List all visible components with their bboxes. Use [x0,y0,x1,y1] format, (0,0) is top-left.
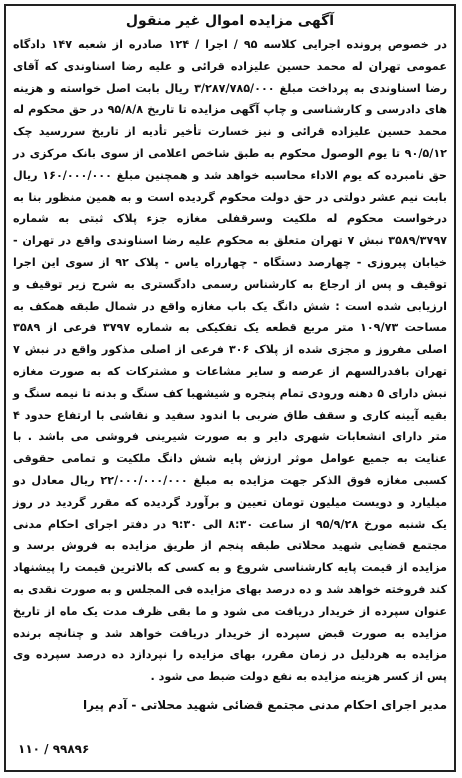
notice-title: آگهی مزایده اموال غیر منقول [125,13,335,29]
notice-reference-number: ۱۱۰ / ۹۹۸۹۶ [18,742,90,756]
notice-frame [4,4,456,772]
notice-body: در خصوص پرونده اجرایی کلاسه ۹۵ / اجرا / ۱۲۴ صادره از شعبه ۱۴۷ دادگاه عمومی تهران له محمد حسین علیزاده قرائی و علیه رضا اسناوندی که آقای رضا اسناوندی به پرداخت مبلغ ۳/۲۸۷/۷۸۵/۰۰۰ ریال بابت اصل خواسته و هزینه های دادرسی و کارشناسی و چاپ آگهی مزایده تا تاریخ ۹۵/۸/۸ در حق محکوم له محمد حسین علیزاده قرائی و نیز خسارت تأخیر تأدیه از تاریخ سررسید چک ۹۰/۵/۱۲ تا یوم الوصول محکوم به طبق شاخص اعلامی از سوی بانک مرکزی در حق نامبرده که یوم الاداء محاسبه خواهد شد و همچنین مبلغ ۱۶۰/۰۰۰/۰۰۰ ریال بابت نیم عشر دولتی در حق دولت محکوم گردیده است و به همین منظور بنا به درخواست محکوم له ملکیت وسرقفلی مغازه جزء پلاک ثبتی به شماره ۳۵۸۹/۳۷۹۷ نبش ۷ تهران متعلق به محکوم علیه رضا اسناوندی واقع در تهران - خیابان پیروزی - چهارصد دستگاه - چهارراه یاس - پلاک ۹۲ از سوی این اجرا توقیف و پس از ارجاع به کارشناس رسمی دادگستری به شرح زیر توقیف و ارزیابی شده است : شش دانگ یک باب مغازه واقع در شمال طبقه همکف به مساحت ۱۰۹/۷۳ متر مربع قطعه یک تفکیکی به شماره ۳۷۹۷ فرعی از ۳۵۸۹ اصلی مفروز و مجزی شده از پلاک ۳۰۶ فرعی از اصلی مذکور واقع در نبش ۷ تهران بافدرالسهم از عرصه و سایر مشاعات و مشترکات که به صورت مغازه نبش دارای ۵ دهنه ورودی تمام پنجره و شیشهبا کف سنگ و بدنه تا نیمه سنگ و بقیه آیینه کاری و سقف طاق ضربی با اندود سفید و نقاشی با ارتفاع حدود ۴ متر دارای انشعابات شهری دایر و به صورت شیرینی فروشی می باشد . با عنایت به جمیع عوامل موثر ارزش پایه شش دانگ ملکیت و تمامی حقوقی کسبی مغازه فوق الذکر جهت مزایده به مبلغ ۲۲/۰۰۰/۰۰۰/۰۰۰ ریال معادل دو میلیارد و دویست میلیون تومان تعیین و برآورد گردیده که مقرر گردید در روز یک شنبه مورخ ۹۵/۹/۲۸ از ساعت ۸:۳۰ الی ۹:۳۰ در دفتر اجرای احکام مدنی مجتمع قضایی شهید محلاتی طبقه پنجم از طریق مزایده به فروش برسد و مزایده از قیمت پایه کارشناسی شروع و به کسی که بالاترین قیمت را پیشنهاد کند فروخته خواهد شد و ده درصد بهای مزایده فی المجلس و به صورت نقدی به عنوان سپرده از خریدار دریافت می شود و ما بقی ظرف مدت یک ماه از تاریخ مزایده به صورت قبض سپرده از خریدار دریافت خواهد شد و چنانچه برنده مزایده به هردلیل در زمان مقرر، بهای مزایده را نپردازد ده درصد سپرده وی پس از کسر هزینه مزایده به نفع دولت ضبط می شود . [13,38,448,684]
notice-signature: مدیر اجرای احکام مدنی مجتمع قضائی شهید محلاتی - آدم پیرا [83,697,447,712]
